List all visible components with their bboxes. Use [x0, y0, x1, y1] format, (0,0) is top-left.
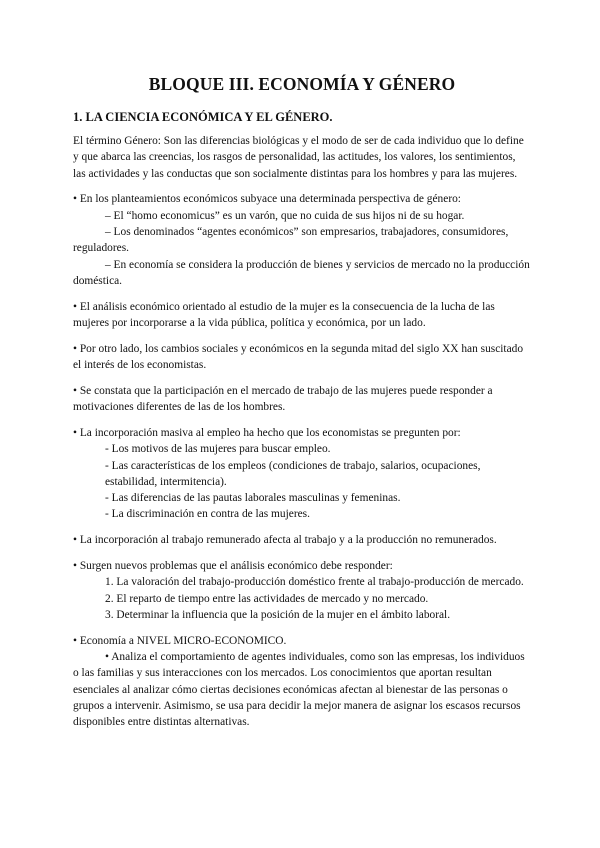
- bullet-micro-economics: • Economía a NIVEL MICRO-ECONOMICO.: [73, 634, 287, 647]
- bullet-paid-work: • La incorporación al trabajo remunerado afecta al trabajo y a la producción no remunerados.: [73, 534, 497, 547]
- list-item: 1. La valoración del trabajo-producción doméstico frente al trabajo-producción de mercado.: [105, 576, 524, 589]
- document-title: BLOQUE III. ECONOMÍA Y GÉNERO: [148, 74, 456, 94]
- bullet-women-analysis: • El análisis económico orientado al estudio de la mujer es la consecuencia de la lucha de las mujeres por incorporarse a la vida pública, política y económica, por un lado.: [73, 300, 495, 329]
- bullet-gender-perspective: • En los planteamientos económicos subyace una determinada perspectiva de género:: [73, 193, 461, 206]
- list-item: 2. El reparto de tiempo entre las actividades de mercado y no mercado.: [105, 592, 429, 605]
- section-heading: 1. LA CIENCIA ECONÓMICA Y EL GÉNERO.: [73, 110, 333, 124]
- list-item: - Los motivos de las mujeres para buscar empleo.: [105, 443, 331, 456]
- list-item: – Los denominados “agentes económicos” son empresarios, trabajadores, consumidores, reguladores.: [73, 225, 509, 255]
- list-item: - Las características de los empleos (condiciones de trabajo, salarios, ocupaciones, estabilidad, intermitencia).: [105, 459, 481, 488]
- micro-economics-description: • Analiza el comportamiento de agentes individuales, como son las empresas, los individuos o las familias y sus interacciones con los mercados. Los conocimientos que aportan resultan esenciales al analizar cómo ciertas decisiones económicas afectan al bienestar de las personas o grupos a intervenir. Asimismo, se usa para decidir la mejor manera de asignar los escasos recursos disponibles entre distintas alternativas.: [73, 651, 525, 729]
- list-item: – El “homo economicus” es un varón, que no cuida de sus hijos ni de su hogar.: [105, 209, 465, 222]
- list-item: – En economía se considera la producción de bienes y servicios de mercado no la producción doméstica.: [73, 258, 530, 287]
- bullet-new-problems: • Surgen nuevos problemas que el análisis económico debe responder:: [73, 560, 393, 573]
- bullet-social-changes: • Por otro lado, los cambios sociales y económicos en la segunda mitad del siglo XX han suscitado el interés de los economistas.: [73, 342, 524, 372]
- list-item: - Las diferencias de las pautas laborales masculinas y femeninas.: [105, 492, 401, 505]
- bullet-labor-participation: • Se constata que la participación en el mercado de trabajo de las mujeres puede responder a motivaciones diferentes de las de los hombres.: [73, 384, 493, 414]
- list-item: 3. Determinar la influencia que la posición de la mujer en el ámbito laboral.: [105, 608, 451, 621]
- intro-paragraph: El término Género: Son las diferencias biológicas y el modo de ser de cada individuo que lo define y que abarca las creencias, los rasgos de personalidad, las actitudes, los valores, los sentimientos, las actividades y las conductas que son socialmente distintas para los hombres y para las mujeres.: [73, 135, 524, 180]
- list-item: - La discriminación en contra de las mujeres.: [105, 508, 310, 521]
- bullet-mass-employment: • La incorporación masiva al empleo ha hecho que los economistas se pregunten por:: [73, 426, 461, 439]
- document-body: [73, 133, 531, 731]
